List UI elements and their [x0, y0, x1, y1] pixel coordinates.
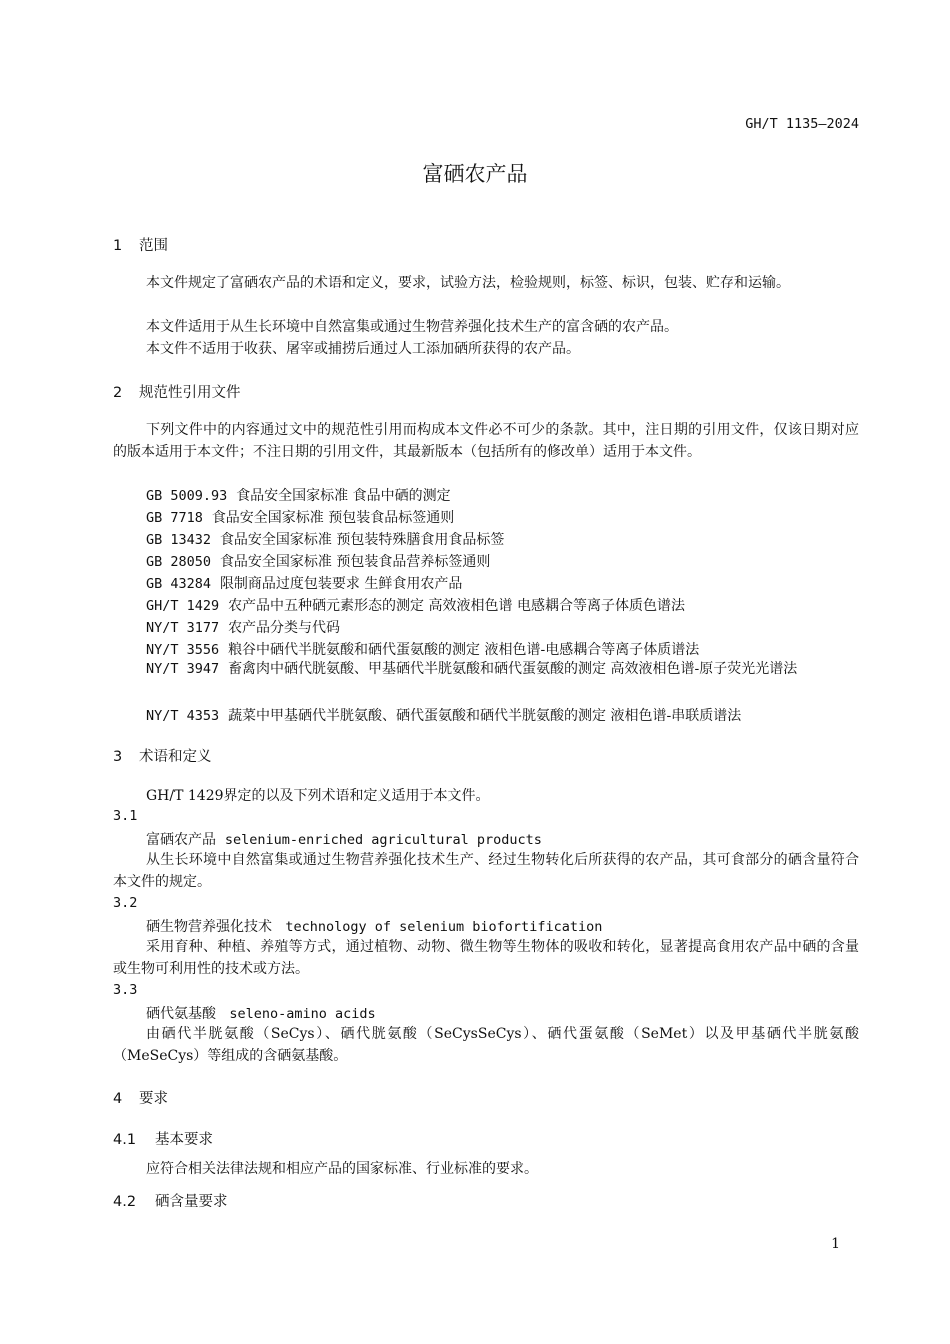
section-2-heading — [113, 381, 241, 402]
section-number: 1 — [113, 238, 123, 254]
reference-title: 限制商品过度包装要求 生鲜食用农产品 — [219, 576, 463, 592]
page-number: 1 — [831, 1236, 840, 1252]
reference-item — [146, 705, 741, 725]
reference-code: NY/T 3177 — [146, 620, 220, 636]
reference-code: NY/T 4353 — [146, 708, 220, 724]
reference-item — [146, 595, 685, 615]
reference-title: 农产品分类与代码 — [228, 620, 341, 636]
section-2-intro: 下列文件中的内容通过文中的规范性引用而构成本文件必不可少的条款。其中，注日期的引用文件，仅该日期对应的版本适用于本文件；不注日期的引用文件，其最新版本（包括所有的修改单）适用于本文件。 — [113, 422, 859, 460]
reference-title: 食品安全国家标准 预包装特殊膳食用食品标签 — [219, 532, 505, 548]
section-number: 4 — [113, 1091, 123, 1107]
term-zh: 富硒农产品 — [146, 832, 216, 848]
section-number: 3 — [113, 749, 123, 765]
reference-item — [146, 529, 504, 549]
reference-code: GB 5009.93 — [146, 488, 228, 504]
reference-item — [146, 485, 451, 505]
section-title: 术语和定义 — [139, 749, 212, 765]
reference-item — [113, 658, 859, 680]
reference-item — [146, 639, 699, 659]
subsection-4-2-heading — [113, 1190, 228, 1211]
standard-number: GH/T 1135—2024 — [745, 116, 859, 132]
reference-code: GH/T 1429 — [146, 598, 220, 614]
section-1-heading — [113, 234, 168, 255]
term-definition: 由硒代半胱氨酸（SeCys）、硒代胱氨酸（SeCysSeCys）、硒代蛋氨酸（SeMet）以及甲基硒代半胱氨酸（MeSeCys）等组成的含硒氨基酸。 — [113, 1026, 859, 1064]
term-heading — [146, 829, 542, 849]
term-zh: 硒代氨基酸 — [146, 1006, 216, 1022]
term-zh: 硒生物营养强化技术 — [146, 919, 272, 935]
term-number: 3.1 — [113, 808, 138, 824]
term-number: 3.3 — [113, 982, 138, 998]
section-3-intro: GH/T 1429界定的以及下列术语和定义适用于本文件。 — [146, 788, 490, 804]
reference-item — [146, 617, 340, 637]
reference-code: GB 7718 — [146, 510, 203, 526]
reference-title: 粮谷中硒代半胱氨酸和硒代蛋氨酸的测定 液相色谱-电感耦合等离子体质谱法 — [228, 642, 700, 658]
reference-code: GB 28050 — [146, 554, 212, 570]
reference-code: NY/T 3556 — [146, 642, 220, 658]
subsection-4-1-heading — [113, 1128, 213, 1149]
term-en: selenium-enriched agricultural products — [224, 832, 542, 848]
term-en: seleno-amino acids — [229, 1006, 376, 1022]
section-title: 规范性引用文件 — [139, 385, 241, 401]
section-1-paragraph-2: 本文件适用于从生长环境中自然富集或通过生物营养强化技术生产的富含硒的农产品。 — [146, 319, 678, 335]
reference-item — [146, 551, 490, 571]
section-number: 2 — [113, 385, 123, 401]
reference-code: GB 13432 — [146, 532, 212, 548]
subsection-title: 基本要求 — [155, 1132, 213, 1148]
reference-code: GB 43284 — [146, 576, 212, 592]
document-title: 富硒农产品 — [422, 162, 528, 186]
section-4-heading — [113, 1087, 168, 1108]
subsection-number: 4.1 — [113, 1132, 137, 1148]
section-1-paragraph-1: 本文件规定了富硒农产品的术语和定义，要求，试验方法，检验规则，标签、标识，包装、贮存和运输。 — [146, 275, 790, 291]
term-en: technology of selenium biofortification — [285, 919, 603, 935]
reference-code: NY/T 3947 — [146, 661, 220, 677]
reference-title: 畜禽肉中硒代胱氨酸、甲基硒代半胱氨酸和硒代蛋氨酸的测定 高效液相色谱-原子荧光光谱法 — [228, 661, 798, 677]
reference-title: 食品安全国家标准 预包装食品营养标签通则 — [219, 554, 491, 570]
term-number: 3.2 — [113, 895, 138, 911]
reference-title: 蔬菜中甲基硒代半胱氨酸、硒代蛋氨酸和硒代半胱氨酸的测定 液相色谱-串联质谱法 — [228, 708, 742, 724]
subsection-number: 4.2 — [113, 1194, 137, 1210]
term-heading — [146, 1003, 376, 1023]
subsection-4-1-text: 应符合相关法律法规和相应产品的国家标准、行业标准的要求。 — [146, 1161, 538, 1177]
reference-title: 食品安全国家标准 食品中硒的测定 — [236, 488, 451, 504]
reference-title: 农产品中五种硒元素形态的测定 高效液相色谱 电感耦合等离子体质色谱法 — [228, 598, 685, 614]
term-definition: 从生长环境中自然富集或通过生物营养强化技术生产、经过生物转化后所获得的农产品，其可食部分的硒含量符合本文件的规定。 — [113, 852, 859, 890]
reference-title: 食品安全国家标准 预包装食品标签通则 — [211, 510, 455, 526]
reference-item — [146, 573, 462, 593]
section-title: 要求 — [139, 1091, 168, 1107]
term-heading — [146, 916, 602, 936]
section-3-heading — [113, 745, 212, 766]
reference-item — [146, 507, 454, 527]
subsection-title: 硒含量要求 — [155, 1194, 228, 1210]
section-title: 范围 — [139, 238, 168, 254]
section-1-paragraph-3: 本文件不适用于收获、屠宰或捕捞后通过人工添加硒所获得的农产品。 — [146, 341, 580, 357]
term-definition: 采用育种、种植、养殖等方式，通过植物、动物、微生物等生物体的吸收和转化，显著提高食用农产品中硒的含量或生物可利用性的技术或方法。 — [113, 939, 859, 977]
